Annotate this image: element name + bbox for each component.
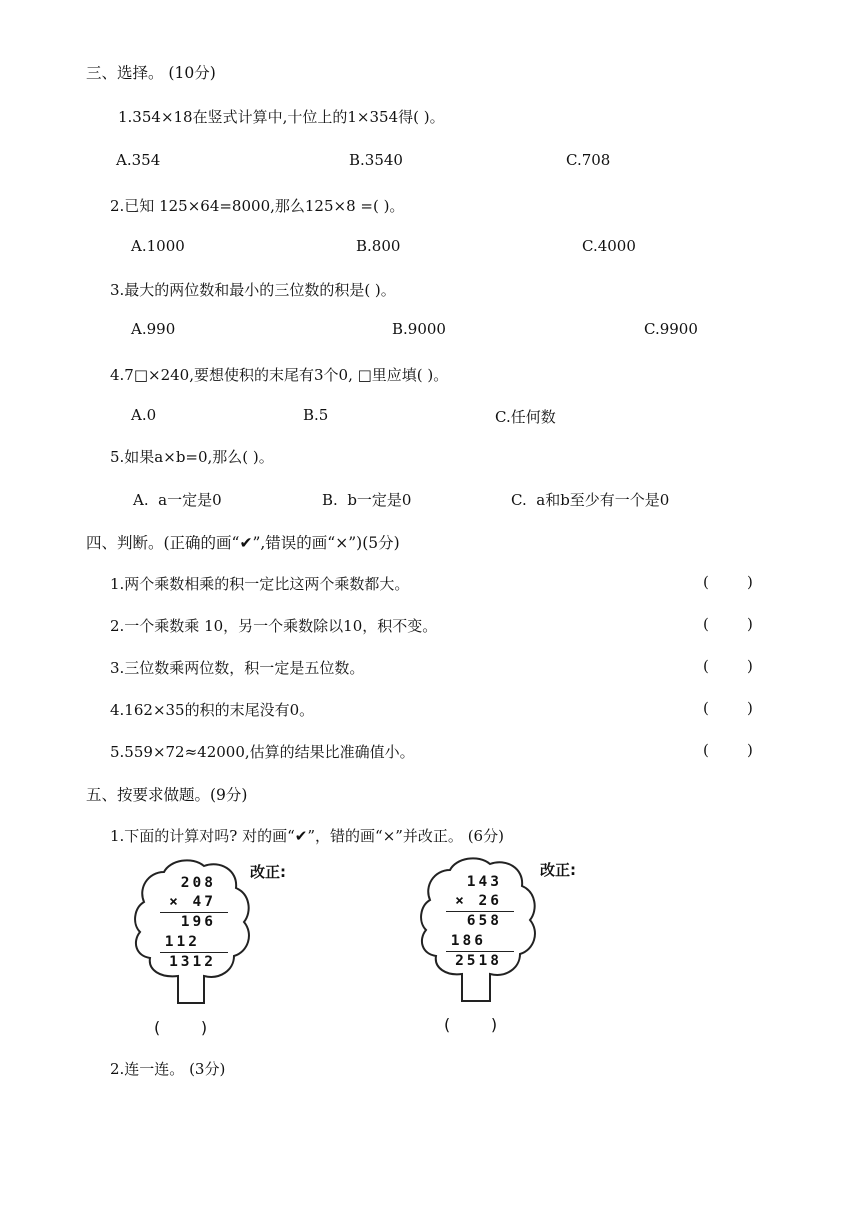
- judge-item-2: 2.一个乘数乘 10，另一个乘数除以10，积不变。: [110, 617, 438, 635]
- section3-title: 三、选择。 (10分): [86, 64, 216, 82]
- tree-1-answer[interactable]: ( ): [154, 1018, 208, 1037]
- judge-item-5: 5.559×72≈42000,估算的结果比准确值小。: [110, 743, 415, 761]
- calc-1-multiplicand: 208: [180, 875, 216, 891]
- calc-2: [446, 874, 516, 974]
- calc-2-line-2: [446, 951, 514, 952]
- q2-option-b: B.800: [356, 237, 401, 255]
- calc-1-line-2: [160, 952, 228, 953]
- q4-option-a: A.0: [131, 406, 157, 424]
- judge-answer-1[interactable]: ( ): [703, 573, 753, 591]
- q1-option-c: C.708: [566, 151, 611, 169]
- q4-option-b: B.5: [303, 406, 329, 424]
- q3-option-b: B.9000: [392, 320, 446, 338]
- question-4: 4.7□×240,要想使积的末尾有3个0, □里应填( )。: [110, 366, 449, 384]
- calc-1-partial-2: 112: [164, 934, 200, 950]
- section4-title: 四、判断。(正确的画“✔”,错误的画“×”)(5分): [86, 534, 400, 552]
- judge-answer-5[interactable]: ( ): [703, 741, 753, 759]
- q2-option-c: C.4000: [582, 237, 636, 255]
- calc-1-result: 1312: [169, 954, 216, 970]
- calc-2-multiplicand: 143: [466, 874, 502, 890]
- calc-1-partial-1: 196: [180, 914, 216, 930]
- section5-question-2: 2.连一连。 (3分): [110, 1060, 226, 1078]
- tree-2-answer[interactable]: ( ): [444, 1015, 498, 1034]
- judge-item-4: 4.162×35的积的末尾没有0。: [110, 701, 315, 719]
- question-2: 2.已知 125×64=8000,那么125×8 =( )。: [110, 197, 405, 215]
- judge-item-3: 3.三位数乘两位数，积一定是五位数。: [110, 659, 365, 677]
- calc-1-line-1: [160, 912, 228, 913]
- q1-option-a: A.354: [116, 151, 161, 169]
- judge-answer-3[interactable]: ( ): [703, 657, 753, 675]
- calc-2-partial-2: 186: [450, 933, 486, 949]
- correction-label-2: 改正:: [540, 861, 576, 879]
- question-1: 1.354×18在竖式计算中,十位上的1×354得( )。: [118, 108, 445, 126]
- calc-2-multiplier: × 26: [455, 893, 502, 909]
- q3-option-c: C.9900: [644, 320, 698, 338]
- calc-1-multiplier: × 47: [169, 894, 216, 910]
- calc-2-result: 2518: [455, 953, 502, 969]
- q5-option-a: A. a一定是0: [133, 491, 222, 509]
- question-5: 5.如果a×b=0,那么( )。: [110, 448, 274, 466]
- calc-2-line-1: [446, 911, 514, 912]
- correction-label-1: 改正:: [250, 863, 286, 881]
- q5-option-b: B. b一定是0: [322, 491, 412, 509]
- question-3: 3.最大的两位数和最小的三位数的积是( )。: [110, 281, 396, 299]
- section5-title: 五、按要求做题。(9分): [86, 786, 248, 804]
- judge-answer-4[interactable]: ( ): [703, 699, 753, 717]
- q4-option-c: C.任何数: [495, 408, 556, 426]
- calc-1: [160, 875, 230, 975]
- judge-item-1: 1.两个乘数相乘的积一定比这两个乘数都大。: [110, 575, 410, 593]
- judge-answer-2[interactable]: ( ): [703, 615, 753, 633]
- q1-option-b: B.3540: [349, 151, 403, 169]
- q2-option-a: A.1000: [131, 237, 185, 255]
- calc-2-partial-1: 658: [466, 913, 502, 929]
- q3-option-a: A.990: [131, 320, 176, 338]
- section5-question-1: 1.下面的计算对吗? 对的画“✔”，错的画“×”并改正。 (6分): [110, 827, 504, 845]
- q5-option-c: C. a和b至少有一个是0: [511, 491, 670, 509]
